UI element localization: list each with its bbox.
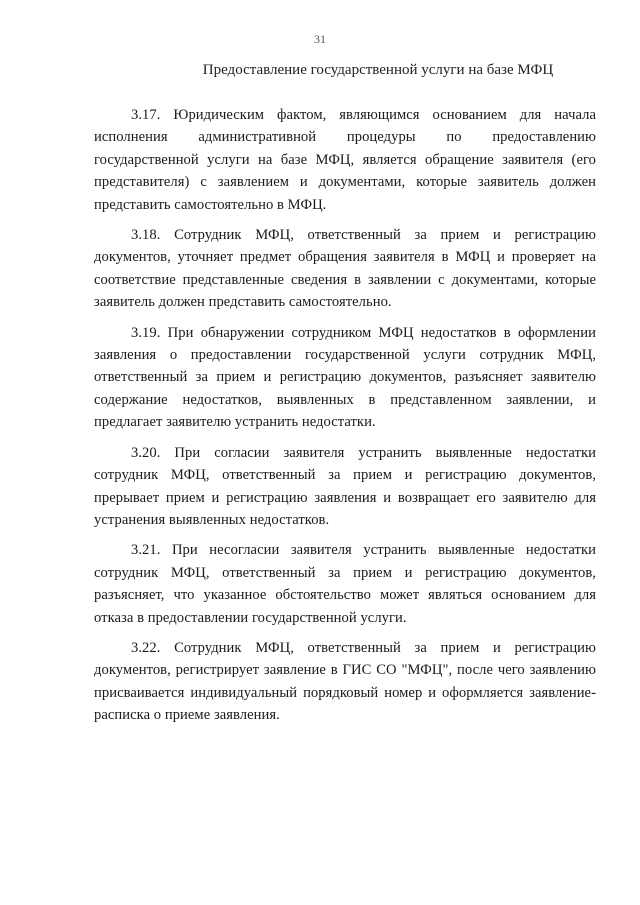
paragraph-3-18: 3.18. Сотрудник МФЦ, ответственный за прием и регистрацию документов, уточняет предмет обращения заявителя в МФЦ и проверяет на соответствие представленные сведения в заявлении с документами, которые заявитель должен представить самостоятельно. bbox=[94, 227, 596, 311]
page-number: 31 bbox=[314, 32, 326, 46]
paragraph-3-22: 3.22. Сотрудник МФЦ, ответственный за прием и регистрацию документов, регистрирует заявление в ГИС СО "МФЦ", после чего заявлению присваивается индивидуальный порядковый номер и оформляется заявление-расписка о приеме заявления. bbox=[94, 639, 596, 724]
paragraph-3-21: 3.21. При несогласии заявителя устранить выявленные недостатки сотрудник МФЦ, ответственный за прием и регистрацию документов, разъясняет, что указанное обстоятельство может являться основанием для отказа в предоставлении государственной услуги. bbox=[94, 542, 596, 626]
paragraph-3-20: 3.20. При согласии заявителя устранить выявленные недостатки сотрудник МФЦ, ответственный за прием и регистрацию документов, прерывает прием и регистрацию заявления и возвращает его заявителю для устранения выявленных недостатков. bbox=[94, 444, 596, 528]
section-title: Предоставление государственной услуги на базе МФЦ bbox=[202, 62, 554, 78]
paragraph-3-19: 3.19. При обнаружении сотрудником МФЦ недостатков в оформлении заявления о предоставлении государственной услуги сотрудник МФЦ, ответственный за прием и регистрацию документов, разъясняет заявителю содержание недостатков, выявленных в представленном заявлении, и предлагает заявителю устранить недостатки. bbox=[94, 324, 596, 431]
paragraph-3-17: 3.17. Юридическим фактом, являющимся основанием для начала исполнения административной процедуры по предоставлению государственной услуги на базе МФЦ, является обращение заявителя (его представителя) с заявлением и документами, которые заявитель должен представить самостоятельно в МФЦ. bbox=[94, 107, 596, 213]
document-body bbox=[94, 104, 596, 735]
